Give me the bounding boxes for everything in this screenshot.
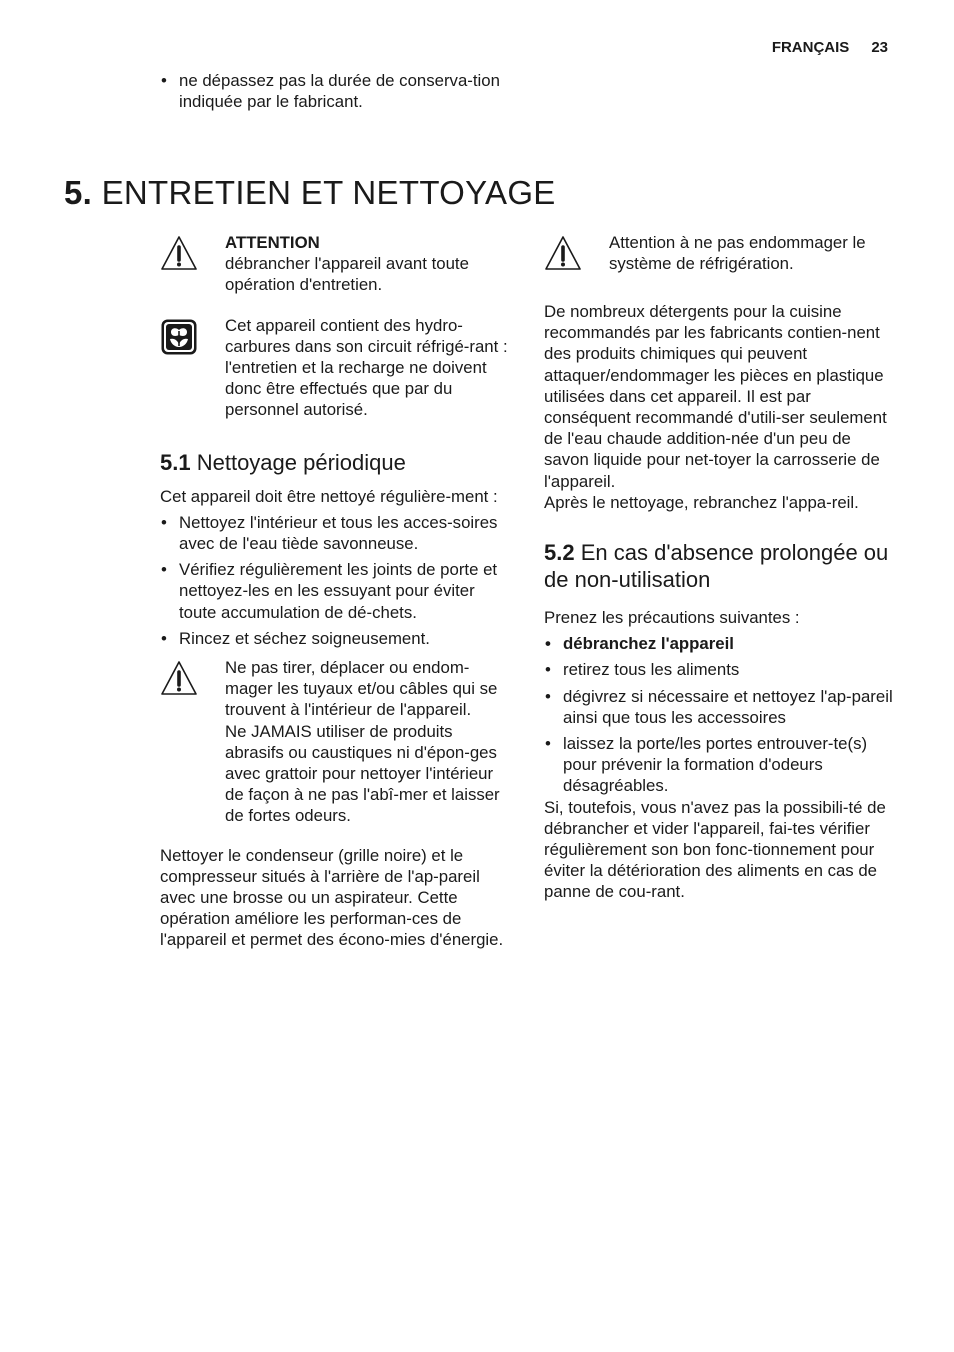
- warning-note-tubes: [160, 657, 512, 827]
- list-item: • débranchez l'appareil: [544, 633, 896, 654]
- list-item: • Rincez et séchez soigneusement.: [160, 628, 512, 649]
- chapter-title: [64, 174, 556, 212]
- section-number: 5.1: [160, 449, 191, 475]
- after-cleaning-paragraph: Après le nettoyage, rebranchez l'appa-reil.: [544, 492, 859, 512]
- section-title-text: En cas d'absence prolongée ou de non-utilisation: [544, 540, 889, 593]
- warning-text: Ne JAMAIS utiliser de produits abrasifs ou caustiques ni d'épon-ges avec grattoir pour nettoyer l'intérieur de façon à ne pas l'abî-mer et laisser de fortes odeurs.: [225, 721, 500, 826]
- warning-note-refrigeration: [544, 232, 896, 282]
- closing-paragraph: Si, toutefois, vous n'avez pas la possibili-té de débrancher et vider l'appareil, fai-tes vérifier régulièrement son bon fonc-tionnement pour éviter la détérioration des aliments en cas de panne de cou-rant.: [544, 797, 886, 902]
- warning-heading: ATTENTION: [225, 233, 320, 252]
- top-bullet-list: [160, 70, 520, 117]
- section-number: 5.2: [544, 540, 575, 566]
- section-title-text: Nettoyage périodique: [196, 449, 406, 475]
- detergents-paragraph: De nombreux détergents pour la cuisine recommandés par les fabricants contien-nent des produits chimiques qui peuvent attaquer/endommager les pièces en plastique utilisées dans cet appareil. Il est par conséquent recommandé d'utili-ser seulement de l'eau chaude addition-née d'un peu de savon liquide pour net-toyer la carrosserie de l'appareil.: [544, 302, 887, 491]
- warning-text: Attention à ne pas endommager le système de réfrigération.: [609, 233, 866, 274]
- left-column: [160, 232, 512, 951]
- warning-text: débrancher l'appareil avant toute opération d'entretien.: [225, 254, 469, 295]
- header-section: FRANÇAIS: [771, 39, 850, 56]
- list-item: • Nettoyez l'intérieur et tous les acces-soires avec de l'eau tiède savonneuse.: [160, 512, 512, 554]
- right-column: [544, 232, 896, 903]
- absence-steps-list: [544, 633, 896, 796]
- warning-note-attention: [160, 232, 512, 296]
- page-header: [772, 39, 888, 56]
- warning-triangle-icon: [160, 234, 198, 272]
- section-intro: Cet appareil doit être nettoyé régulière-ment :: [160, 486, 498, 506]
- list-item: • retirez tous les aliments: [544, 659, 896, 680]
- list-item: • dégivrez si nécessaire et nettoyez l'ap-pareil ainsi que tous les accessoires: [544, 686, 896, 728]
- section-title-5-2: [544, 539, 896, 593]
- warning-triangle-icon: [544, 234, 582, 272]
- list-item: • Vérifiez régulièrement les joints de porte et nettoyez-les en les essuyant pour éviter toute accumulation de dé-chets.: [160, 559, 512, 623]
- section-intro: Prenez les précautions suivantes :: [544, 608, 800, 628]
- list-item: • laissez la porte/les portes entrouver-te(s) pour prévenir la formation d'odeurs désagréables.: [544, 733, 896, 797]
- section-title-5-1: [160, 449, 512, 476]
- list-item: • ne dépassez pas la durée de conserva-tion indiquée par le fabricant.: [160, 70, 520, 112]
- condenser-paragraph: Nettoyer le condenseur (grille noire) et le compresseur situés à l'arrière de l'ap-pareil avec une brosse ou un aspirateur. Cette opération améliore les performan-ces de l'appareil et permet des écono-mies d'énergie.: [160, 845, 504, 950]
- environment-icon: [160, 318, 198, 356]
- environment-text: Cet appareil contient des hydro-carbures dans son circuit réfrigé-rant : l'entretien et la recharge ne doivent donc être effectués que par du personnel autorisé.: [225, 315, 508, 420]
- chapter-number: 5.: [64, 174, 93, 211]
- page-number: 23: [871, 39, 888, 56]
- warning-triangle-icon: [160, 659, 198, 697]
- environment-note: [160, 315, 512, 421]
- cleaning-steps-list: [160, 512, 512, 649]
- warning-text: Ne pas tirer, déplacer ou endom-mager les tuyaux et/ou câbles qui se trouvent à l'intérieur de l'appareil.: [225, 658, 498, 720]
- chapter-title-text: ENTRETIEN ET NETTOYAGE: [101, 174, 556, 211]
